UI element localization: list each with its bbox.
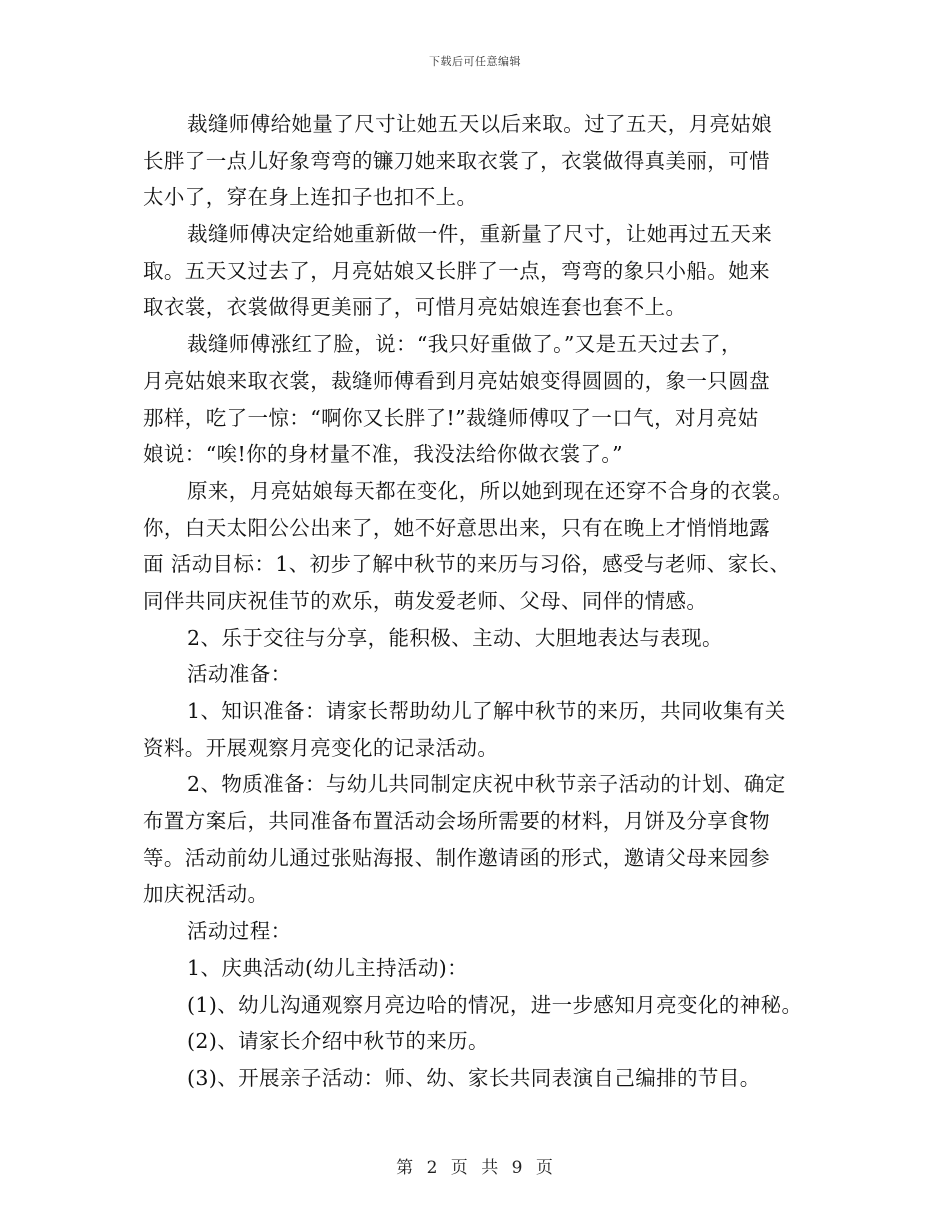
text-line: 布置方案后，共同准备布置活动会场所需要的材料，月饼及分享食物 — [143, 809, 770, 834]
text-line: 裁缝师傅涨红了脸，说：“我只好重做了。”又是五天过去了， — [187, 332, 742, 357]
text-line: 娘说：“唉!你的身材量不准，我没法给你做衣裳了。” — [143, 442, 623, 467]
text-line: 2、物质准备：与幼儿共同制定庆祝中秋节亲子活动的计划、确定 — [187, 772, 786, 797]
text-line: 裁缝师傅给她量了尺寸让她五天以后来取。过了五天，月亮姑娘 — [187, 112, 773, 136]
text-line: 资料。开展观察月亮变化的记录活动。 — [143, 735, 499, 760]
page-header: 下载后可任意编辑 — [429, 55, 521, 68]
text-line: 活动过程： — [187, 919, 292, 944]
text-line: 1、庆典活动(幼儿主持活动)： — [187, 955, 469, 980]
text-line: 月亮姑娘来取衣裳，裁缝师傅看到月亮姑娘变得圆圆的，象一只圆盘 — [143, 368, 770, 393]
text-line: 原来，月亮姑娘每天都在变化，所以她到现在还穿不合身的衣裳。 — [187, 478, 794, 503]
text-line: 活动准备： — [187, 662, 292, 687]
text-line: 裁缝师傅决定给她重新做一件，重新量了尺寸，让她再过五天来 — [187, 222, 773, 247]
text-line: 太小了，穿在身上连扣子也扣不上。 — [143, 185, 478, 210]
text-line: 2、乐于交往与分享，能积极、主动、大胆地表达与表现。 — [187, 625, 723, 650]
text-line: 你，白天太阳公公出来了，她不好意思出来，只有在晚上才悄悄地露 — [143, 515, 770, 540]
text-line: 取衣裳，衣裳做得更美丽了，可惜月亮姑娘连套也套不上。 — [143, 295, 687, 320]
text-line: 等。活动前幼儿通过张贴海报、制作邀请函的形式，邀请父母来园参 — [143, 845, 770, 870]
text-line: 面 活动目标：1、初步了解中秋节的来历与习俗，感受与老师、家长、 — [143, 552, 791, 577]
page-footer: 第 2 页 共 9 页 — [396, 1158, 554, 1178]
text-line: 取。五天又过去了，月亮姑娘又长胖了一点，弯弯的象只小船。她来 — [143, 258, 770, 283]
text-line: (3)、开展亲子活动：师、幼、家长共同表演自己编排的节目。 — [187, 1065, 761, 1090]
text-line: 加庆祝活动。 — [143, 882, 269, 907]
text-line: 那样，吃了一惊：“啊你又长胖了!”裁缝师傅叹了一口气，对月亮姑 — [143, 405, 759, 430]
body-text — [143, 106, 823, 1097]
text-line: 长胖了一点儿好象弯弯的镰刀她来取衣裳了，衣裳做得真美丽，可惜 — [143, 148, 770, 173]
text-line: 同伴共同庆祝佳节的欢乐，萌发爱老师、父母、同伴的情感。 — [143, 588, 708, 613]
text-line: (2)、请家长介绍中秋节的来历。 — [187, 1029, 489, 1054]
text-line: (1)、幼儿沟通观察月亮边哈的情况，进一步感知月亮变化的神秘。 — [187, 992, 803, 1017]
text-line: 1、知识准备：请家长帮助幼儿了解中秋节的来历，共同收集有关 — [187, 699, 786, 723]
